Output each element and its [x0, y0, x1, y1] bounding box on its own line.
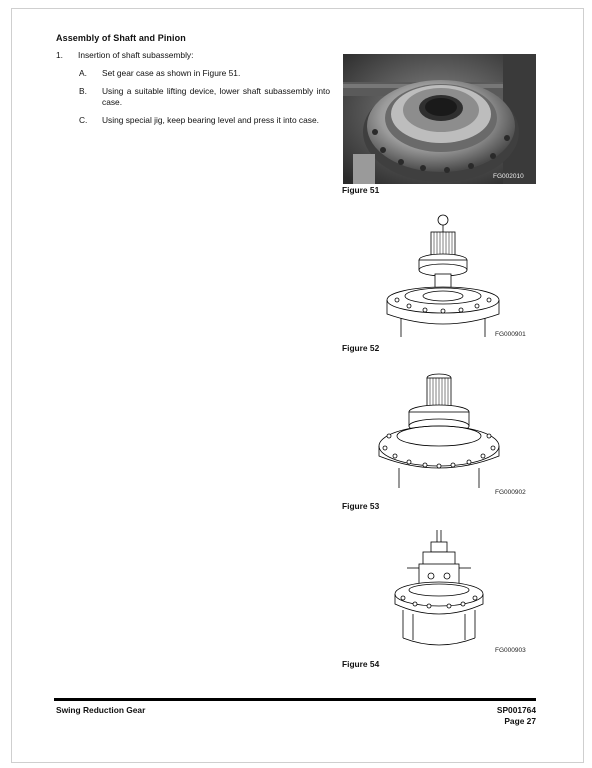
substep-letter: A.	[79, 68, 87, 78]
figure-caption: Figure 54	[342, 659, 380, 669]
figure-code: FG000901	[495, 331, 526, 338]
substep-text: Using a suitable lifting device, lower shaft subassembly into case.	[102, 86, 330, 107]
substep-letter: B.	[79, 86, 87, 96]
figure-54-drawing	[343, 528, 536, 658]
figure-53-drawing	[343, 370, 536, 500]
footer-rule	[54, 698, 536, 701]
step-number: 1.	[56, 50, 63, 60]
shaft-lowering-drawing	[343, 212, 536, 342]
substep-text: Using special jig, keep bearing level and press it into case.	[102, 115, 319, 125]
substep-letter: C.	[79, 115, 88, 125]
section-heading: Assembly of Shaft and Pinion	[56, 33, 186, 43]
figure-code: FG002010	[493, 173, 524, 180]
substep-text: Set gear case as shown in Figure 51.	[102, 68, 241, 78]
figure-caption: Figure 51	[342, 185, 380, 195]
figure-52-drawing	[343, 212, 536, 342]
footer-title: Swing Reduction Gear	[56, 705, 146, 715]
figure-code: FG000902	[495, 489, 526, 496]
step-text: Insertion of shaft subassembly:	[78, 50, 194, 60]
figure-caption: Figure 53	[342, 501, 380, 511]
shaft-seated-drawing	[343, 370, 536, 500]
figure-51-photo	[343, 54, 536, 184]
figure-caption: Figure 52	[342, 343, 380, 353]
bearing-jig-drawing	[343, 528, 536, 658]
footer-page-number: Page 27	[504, 716, 536, 726]
figure-code: FG000903	[495, 647, 526, 654]
gear-case-photo	[343, 54, 536, 184]
footer-doc-number: SP001764	[496, 705, 536, 715]
